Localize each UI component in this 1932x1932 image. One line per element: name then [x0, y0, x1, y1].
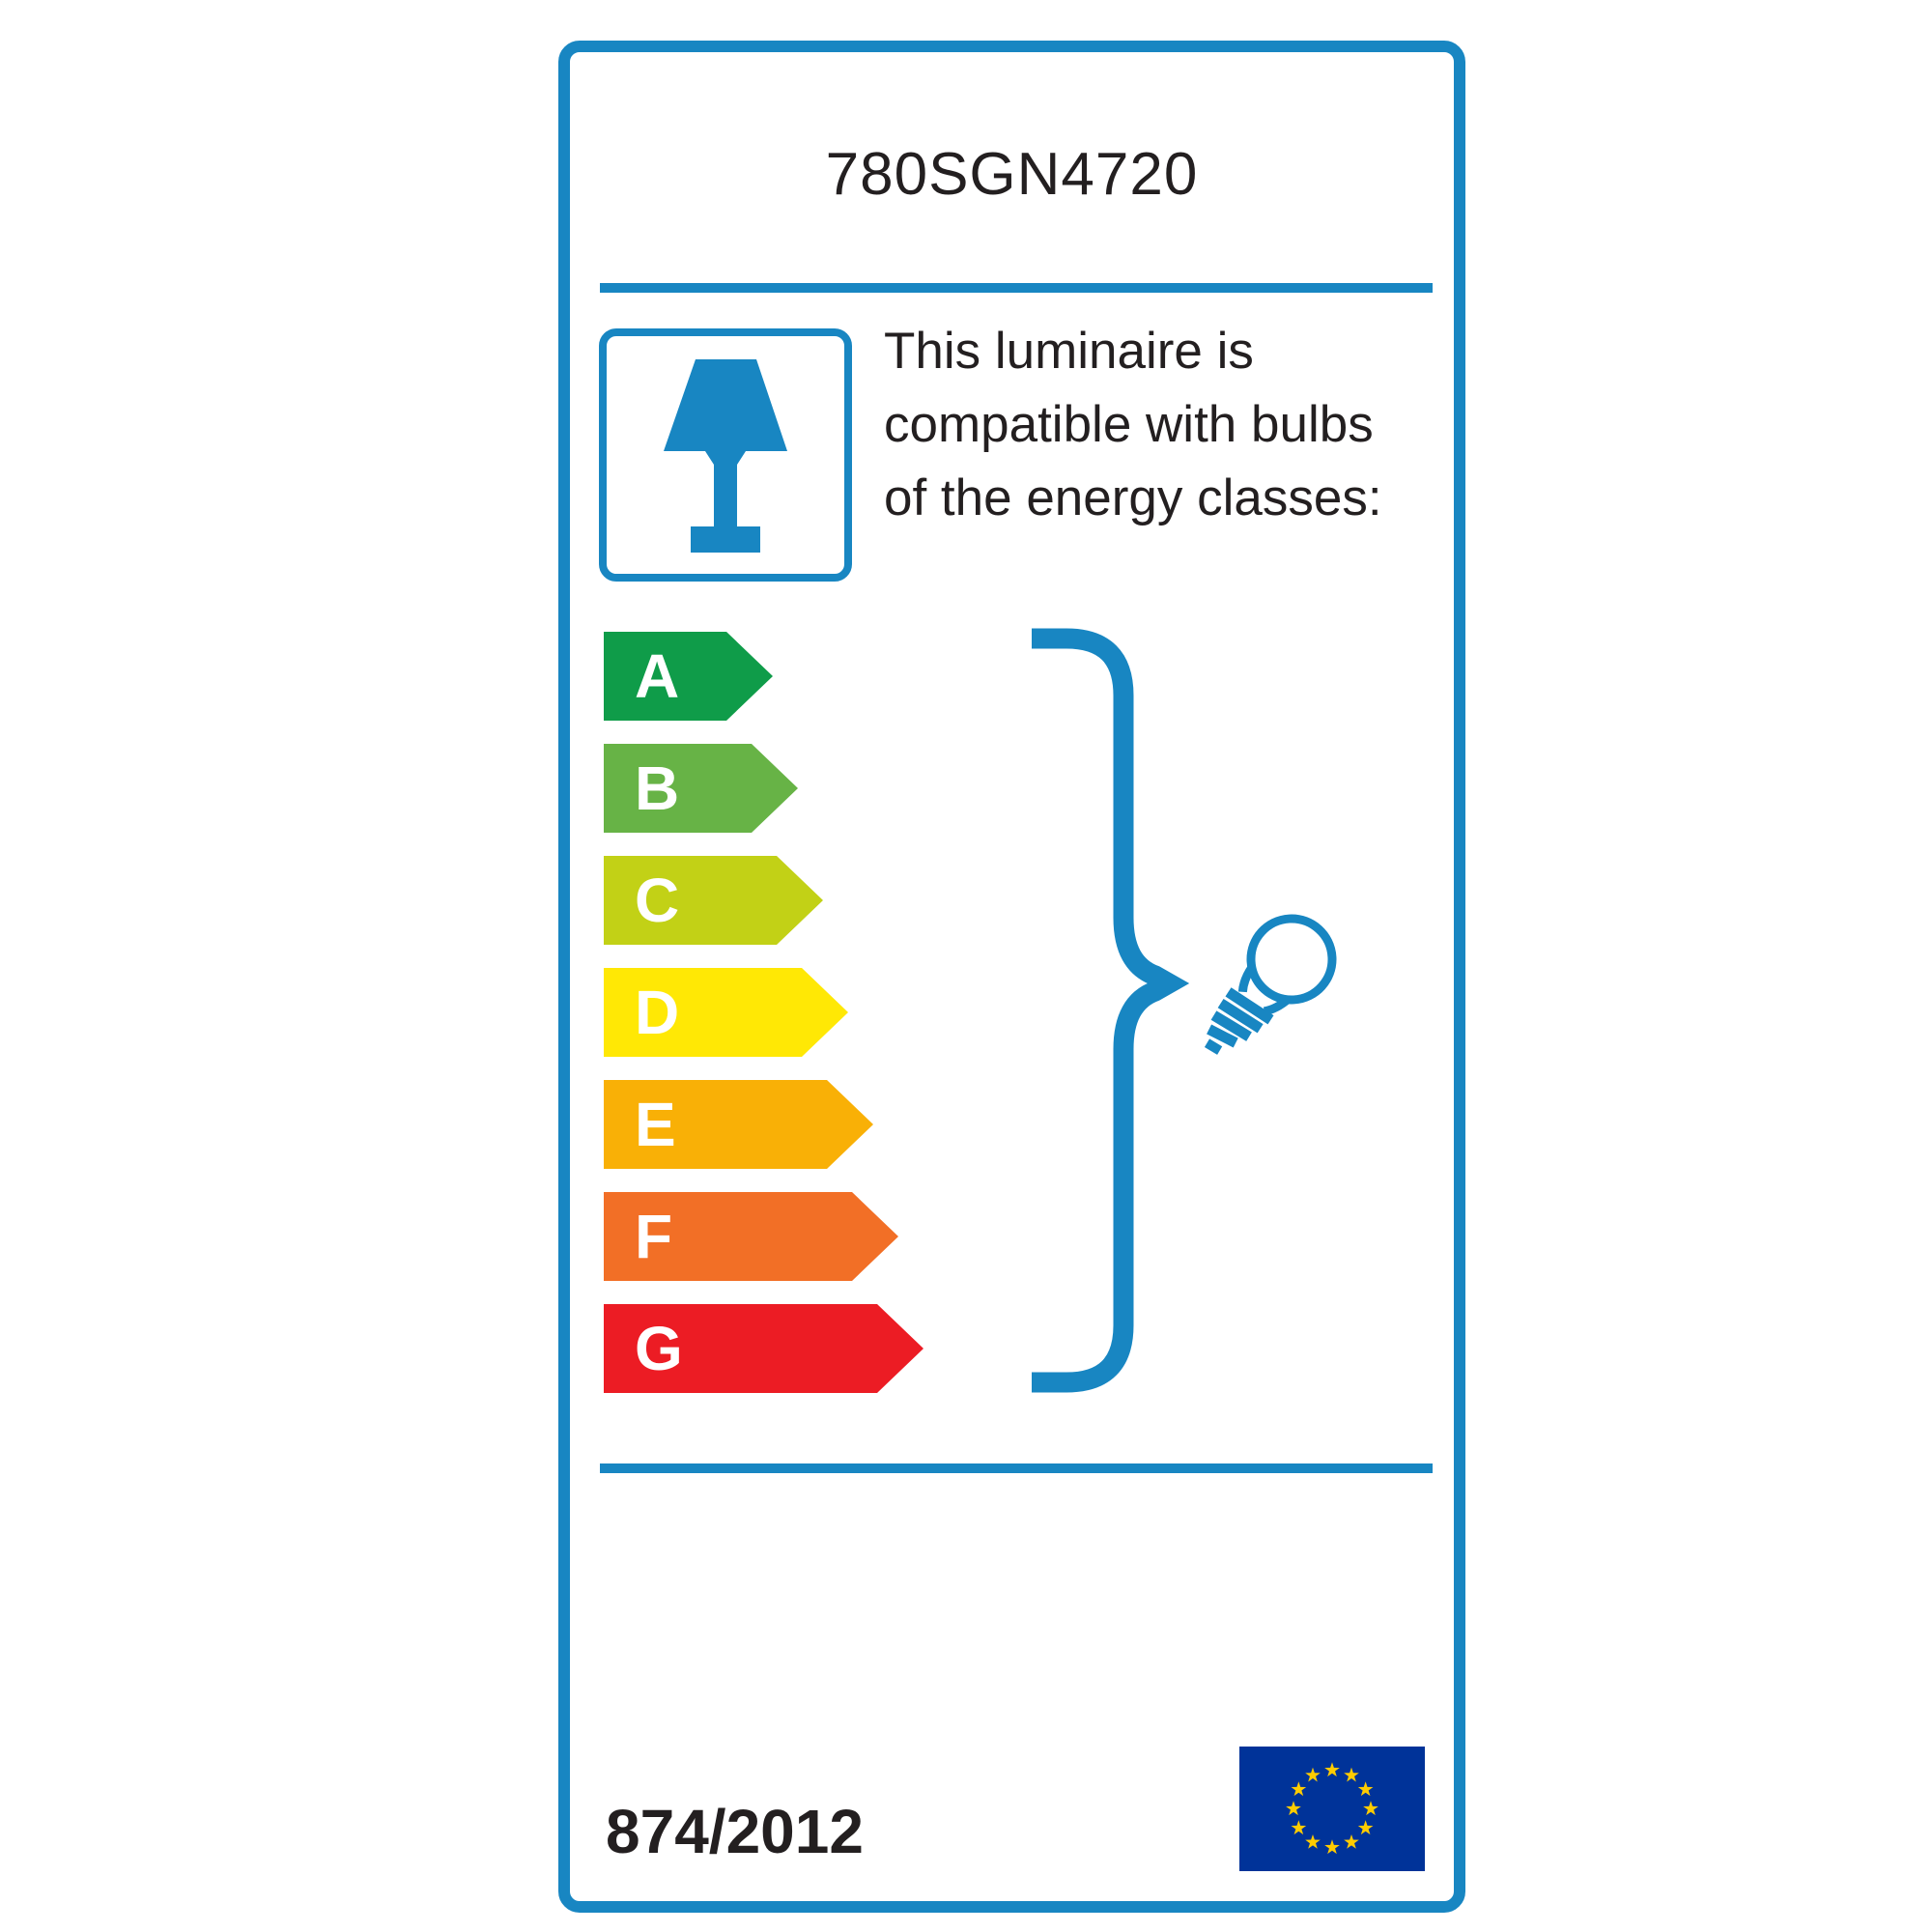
energy-class-arrow: [604, 744, 798, 833]
energy-class-row-C: [604, 856, 823, 945]
eu-flag-icon: [1239, 1747, 1425, 1871]
regulation-number: 874/2012: [606, 1797, 864, 1866]
curly-brace-icon: [1032, 639, 1169, 1382]
description-text: [884, 315, 1444, 535]
energy-class-letter: E: [635, 1090, 676, 1159]
table-lamp-icon: [599, 328, 852, 582]
description-line: This luminaire is: [884, 323, 1254, 380]
separator-line-top: [600, 283, 1433, 293]
bulb-tip-shape: [1207, 1040, 1219, 1052]
energy-class-arrow: [604, 632, 773, 721]
energy-class-letter: F: [635, 1202, 673, 1271]
energy-class-letter: D: [635, 978, 680, 1047]
lamp-shade-shape: [664, 359, 787, 451]
energy-class-arrows: [604, 632, 932, 1397]
luminaire-icon-box: [599, 328, 852, 582]
energy-class-row-F: [604, 1192, 898, 1281]
description-line: compatible with bulbs: [884, 396, 1374, 453]
lamp-base-shape: [691, 526, 760, 553]
energy-class-letter: A: [635, 641, 680, 711]
energy-class-letter: B: [635, 753, 680, 823]
separator-line-bottom: [600, 1463, 1433, 1473]
energy-class-row-A: [604, 632, 773, 721]
description-line: of the energy classes:: [884, 469, 1382, 526]
model-number: 780SGN4720: [825, 141, 1199, 208]
energy-class-row-G: [604, 1304, 923, 1393]
brace-bulb-graphic: [1005, 618, 1420, 1401]
energy-class-letter: G: [635, 1314, 683, 1383]
energy-class-row-B: [604, 744, 798, 833]
energy-class-scale: [604, 632, 932, 1402]
energy-class-row-D: [604, 968, 848, 1057]
energy-class-row-E: [604, 1080, 873, 1169]
bulb-glass-shape: [1235, 902, 1350, 1017]
light-bulb-icon: [1181, 902, 1349, 1075]
brace-and-bulb: [1005, 618, 1420, 1406]
lamp-stem-shape: [714, 451, 737, 526]
energy-class-letter: C: [635, 866, 680, 935]
